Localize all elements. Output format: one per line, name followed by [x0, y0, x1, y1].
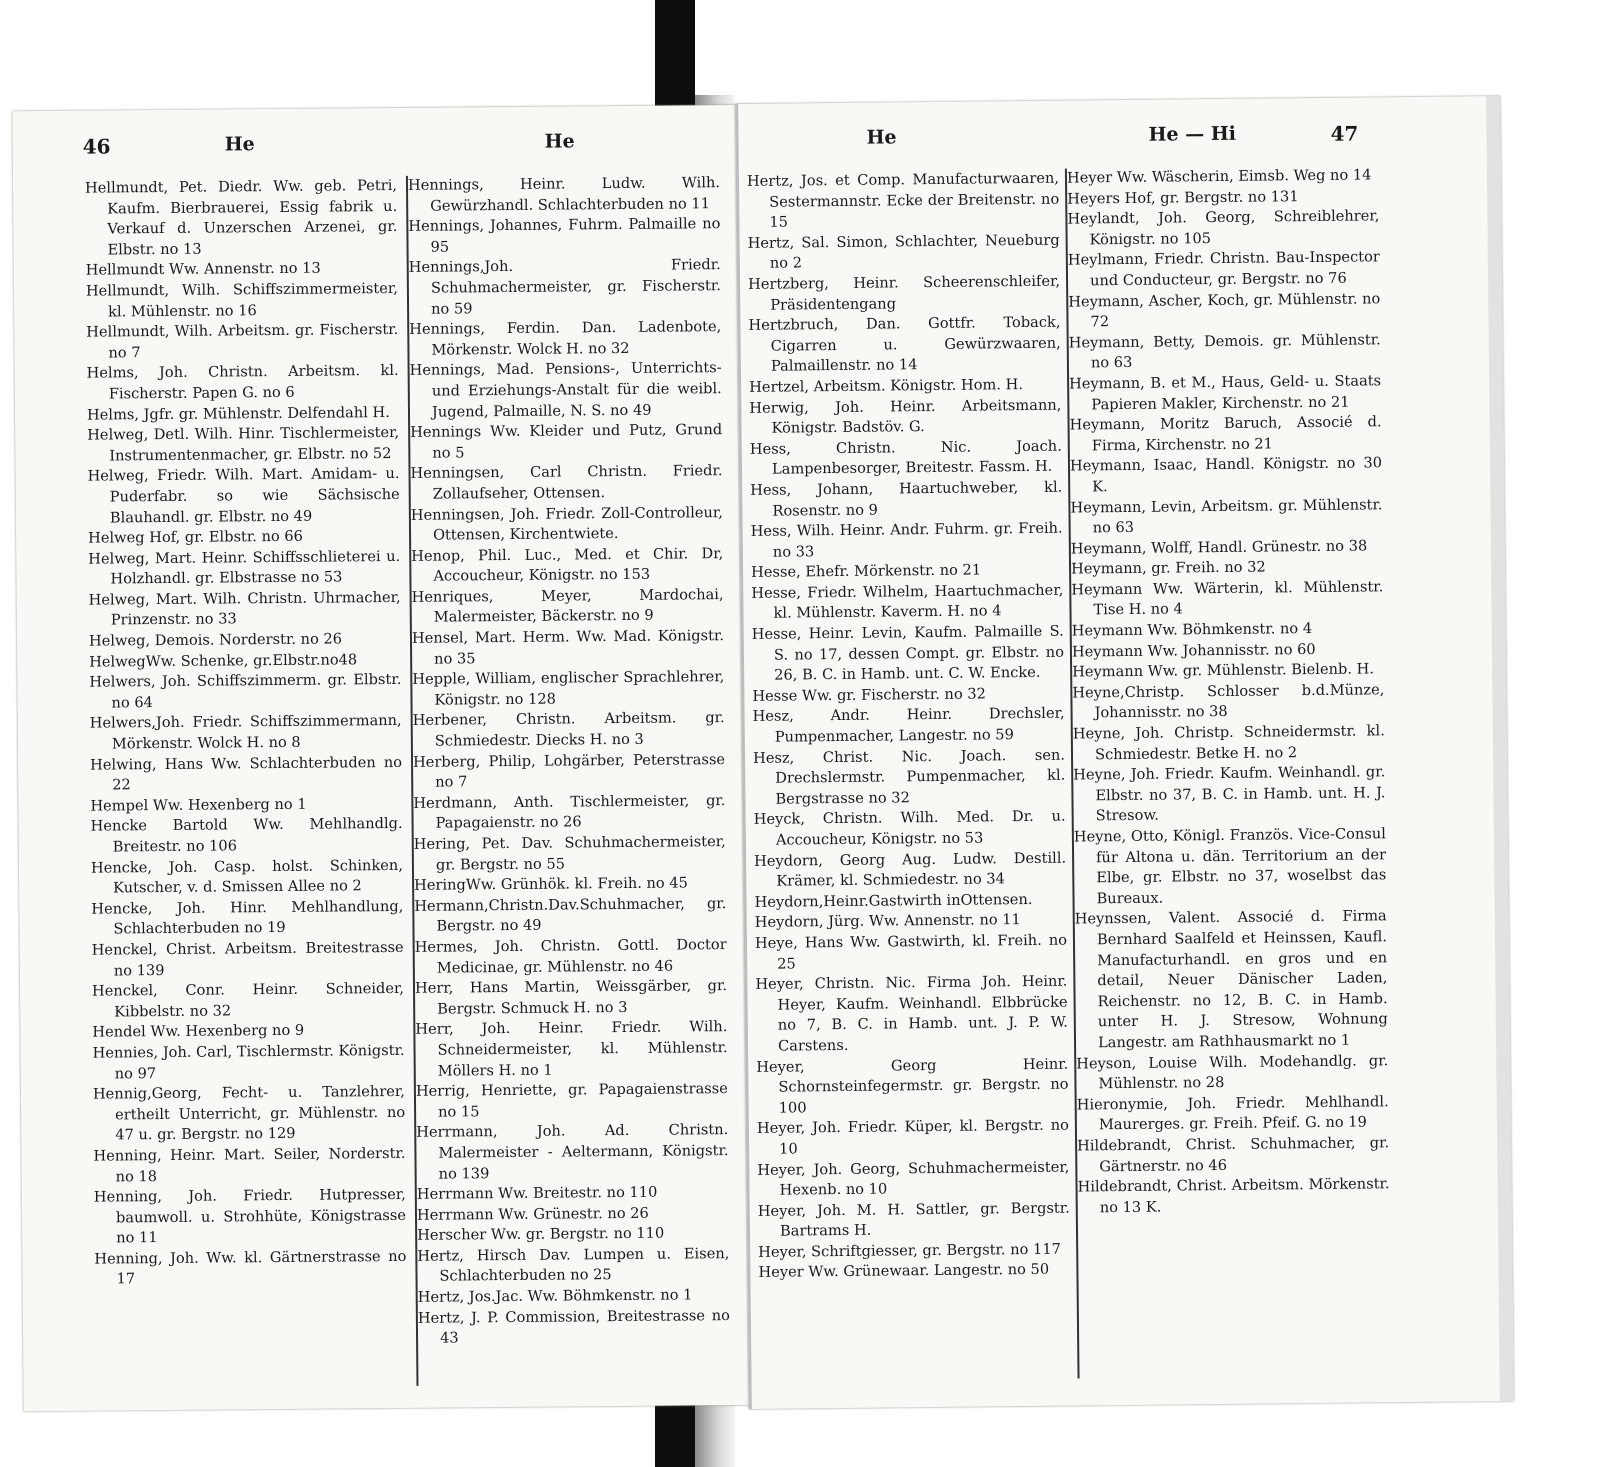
directory-entry: Hellmundt, Wilh. Arbeitsm. gr. Fischerstr. no 7: [86, 321, 399, 362]
directory-entry: Hering, Pet. Dav. Schuhmachermeister, gr. Bergstr. no 55: [413, 833, 726, 874]
directory-entry: Herrig, Henriette, gr. Papagaienstrasse no 15: [415, 1080, 728, 1121]
directory-entry: Helweg, Friedr. Wilh. Mart. Amidam- u. Puderfabr. so wie Sächsische Blauhandl. gr. Elbstr. no 49: [87, 465, 400, 526]
directory-entry: Helweg, Mart. Heinr. Schiffsschlieterei u. Holzhandl. gr. Elbstrasse no 53: [88, 547, 401, 588]
directory-entry: Hertzel, Arbeitsm. Königstr. Hom. H.: [749, 375, 1024, 396]
directory-entry: Hesz, Christ. Nic. Joach. sen. Drechslermstr. Pumpenmacher, kl. Bergstrasse no 32: [752, 746, 1066, 808]
directory-entry: Heynssen, Valent. Associé d. Firma Bernhard Saalfeld et Heinssen, Kaufl. Manufacturhandl. en gros und en detail, Neuer Dänischer Laden, Reichenstr. no 12, B. C. in Hamb. unter H. J. Stresow, Wohnung Langestr. am Rathhausmarkt no 1: [1074, 907, 1388, 1052]
directory-entry: Helweg Hof, gr. Elbstr. no 66: [87, 527, 304, 547]
directory-entry: Hencke Bartold Ww. Mehlhandlg. Breitestr. no 106: [90, 815, 403, 856]
directory-entry: Heyne, Joh. Christp. Schneidermstr. kl. Schmiedestr. Betke H. no 2: [1072, 722, 1385, 763]
directory-entry: Herrmann Ww. Breitestr. no 110: [416, 1183, 658, 1203]
directory-entry: Heymann, gr. Freih. no 32: [1070, 558, 1266, 578]
directory-entry: Heyer, Joh. Georg, Schuhmachermeister, Hexenb. no 10: [757, 1158, 1070, 1199]
directory-entry: Hendel Ww. Hexenberg no 9: [92, 1022, 305, 1041]
directory-entry: Heyer Ww. Grünewaar. Langestr. no 50: [758, 1261, 1050, 1282]
directory-entry: Hertz, Jos.Jac. Ww. Böhmkenstr. no 1: [417, 1286, 693, 1306]
running-head-left: He: [866, 126, 897, 149]
directory-entry: Heye, Hans Ww. Gastwirth, kl. Freih. no 25: [754, 931, 1068, 973]
directory-entry: Heymann, Betty, Demois. gr. Mühlenstr. no 63: [1068, 331, 1381, 372]
directory-entry: Henop, Phil. Luc., Med. et Chir. Dr, Accoucheur, Königstr. no 153: [411, 544, 724, 585]
directory-entry: Hildebrandt, Christ. Arbeitsm. Mörkenstr. no 13 K.: [1077, 1175, 1390, 1216]
column: [747, 169, 1072, 1382]
directory-entry: Hempel Ww. Hexenberg no 1: [90, 795, 307, 815]
directory-entry: Helweg, Mart. Wilh. Christn. Uhrmacher, Prinzenstr. no 33: [88, 588, 401, 629]
directory-entry: Henning, Joh. Ww. kl. Gärtnerstrasse no 17: [94, 1247, 407, 1288]
directory-entry: Helwers, Joh. Schiffszimmerm. gr. Elbstr. no 64: [89, 671, 402, 712]
directory-entry: Hesse, Friedr. Wilhelm, Haartuchmacher, kl. Mühlenstr. Kaverm. H. no 4: [751, 581, 1064, 623]
directory-entry: Helms, Jgfr. gr. Mühlenstr. Delfendahl H.: [86, 403, 390, 424]
directory-entry: Heymann Ww. Wärterin, kl. Mühlenstr. Tise H. no 4: [1071, 578, 1384, 619]
directory-entry: Heyson, Louise Wilh. Modehandlg. gr. Mühlenstr. no 28: [1076, 1051, 1389, 1093]
directory-entry: HelwegWw. Schenke, gr.Elbstr.no48: [89, 650, 358, 671]
directory-entry: Hencke, Joh. Casp. holst. Schinken, Kutscher, v. d. Smissen Allee no 2: [90, 856, 404, 897]
directory-entry: Herwig, Joh. Heinr. Arbeitsmann, Königstr. Badstöv. G.: [749, 396, 1062, 437]
directory-entry: Hellmundt, Pet. Diedr. Ww. geb. Petri, Kaufm. Bierbrauerei, Essig fabrik u. Verkauf d. Unzerschen Arzenei, gr. Elbstr. no 13: [84, 176, 398, 259]
directory-entry: Hesse, Ehefr. Mörkenstr. no 21: [751, 561, 982, 582]
directory-entry: Herdmann, Anth. Tischlermeister, gr. Papagaienstr. no 26: [413, 791, 726, 833]
directory-entry: Hennings,Joh. Friedr. Schuhmachermeister, gr. Fischerstr. no 59: [408, 256, 721, 318]
directory-entry: Henning, Heinr. Mart. Seiler, Norderstr. no 18: [93, 1144, 406, 1185]
column: [406, 173, 731, 1386]
directory-entry: Hepple, William, englischer Sprachlehrer, Königstr. no 128: [412, 668, 725, 709]
directory-entry: Heyck, Christn. Wilh. Med. Dr. u. Accoucheur, Königstr. no 53: [753, 808, 1066, 849]
directory-entry: Heymann, Ascher, Koch, gr. Mühlenstr. no 72: [1068, 289, 1381, 331]
directory-entry: Hertz, Jos. et Comp. Manufacturwaaren, Sestermannstr. Ecke der Breitenstr. no 15: [746, 169, 1060, 231]
directory-entry: Hieronymie, Joh. Friedr. Mehlhandl. Maurerges. gr. Freih. Pfeif. G. no 19: [1076, 1092, 1389, 1134]
directory-entry: Helweg, Demois. Norderstr. no 26: [88, 630, 343, 650]
directory-entry: Hertz, Sal. Simon, Schlachter, Neueburg no 2: [747, 231, 1060, 273]
directory-entry: Hencke, Joh. Hinr. Mehlhandlung, Schlachterbuden no 19: [91, 897, 404, 938]
directory-entry: Hellmundt, Wilh. Schiffszimmermeister, kl. Mühlenstr. no 16: [85, 279, 398, 321]
directory-entry: Helweg, Detl. Wilh. Hinr. Tischlermeister, Instrumentenmacher, gr. Elbstr. no 52: [87, 424, 400, 465]
directory-entry: Helms, Joh. Christn. Arbeitsm. kl. Fischerstr. Papen G. no 6: [86, 362, 399, 403]
directory-entry: Heymann Ww. Böhmkenstr. no 4: [1071, 620, 1313, 640]
directory-entry: Henckel, Christ. Arbeitsm. Breitestrasse no 139: [91, 938, 404, 980]
page-header: [738, 120, 1486, 162]
directory-entry: Hess, Johann, Haartuchweber, kl. Rosenstr. no 9: [750, 478, 1063, 520]
directory-entry: Heylandt, Joh. Georg, Schreiblehrer, Königstr. no 105: [1067, 207, 1380, 249]
directory-entry: Hennings, Mad. Pensions-, Unterrichts- und Erziehungs-Anstalt für die weibl. Jugend, Palmaille, N. S. no 49: [409, 359, 722, 421]
directory-entry: Heyne,Christp. Schlosser b.d.Münze, Johannisstr. no 38: [1072, 681, 1385, 722]
directory-entry: Hennings, Heinr. Ludw. Wilh. Gewürzhandl. Schlachterbuden no 11: [407, 174, 721, 215]
directory-entry: Heyer, Christn. Nic. Firma Joh. Heinr. Heyer, Kaufm. Weinhandl. Elbbrücke no 7, B. C. in Hamb. unt. J. P. W. Carstens.: [755, 972, 1068, 1055]
directory-entry: Herrmann, Joh. Ad. Christn. Malermeister - Aeltermann, Königstr. no 139: [416, 1121, 729, 1183]
page-number: 46: [82, 134, 111, 159]
directory-entry: Hennings, Ferdin. Dan. Ladenbote, Mörkenstr. Wolck H. no 32: [409, 318, 722, 359]
directory-entry: Herr, Hans Martin, Weissgärber, gr. Bergstr. Schmuck H. no 3: [414, 977, 728, 1018]
directory-entry: Heymann, Moritz Baruch, Associé d. Firma, Kirchenstr. no 21: [1069, 413, 1382, 455]
column: [1065, 165, 1392, 1378]
directory-entry: Heydorn, Georg Aug. Ludw. Destill. Krämer, kl. Schmiedestr. no 34: [754, 849, 1067, 890]
directory-entry: Hesse, Heinr. Levin, Kaufm. Palmaille S. S. no 17, dessen Compt. gr. Elbstr. no 26, B. C. in Hamb. unt. C. W. Encke.: [751, 622, 1065, 684]
directory-entry: Henckel, Conr. Heinr. Schneider, Kibbelstr. no 32: [91, 980, 405, 1021]
column: [85, 176, 408, 1389]
directory-entry: Heyer, Joh. M. H. Sattler, gr. Bergstr. Bartrams H.: [757, 1199, 1070, 1240]
directory-entry: Heymann, Levin, Arbeitsm. gr. Mühlenstr. no 63: [1070, 495, 1383, 537]
directory-entry: Heymann, B. et M., Haus, Geld- u. Staats Papieren Makler, Kirchenstr. no 21: [1069, 372, 1382, 413]
directory-entry: Hermes, Joh. Christn. Gottl. Doctor Medicinae, gr. Mühlenstr. no 46: [414, 936, 727, 977]
directory-entry: Hennings Ww. Kleider und Putz, Grund no 5: [410, 421, 723, 462]
directory-entry: Heymann, Wolff, Handl. Grünestr. no 38: [1070, 537, 1368, 558]
directory-entry: Heydorn,Heinr.Gastwirth inOttensen.: [754, 890, 1033, 911]
running-head-right: He: [544, 130, 575, 153]
left-page: [12, 105, 772, 1411]
directory-entry: Herrmann Ww. Grünestr. no 26: [416, 1204, 649, 1224]
directory-entry: Heyer, Schriftgiesser, gr. Bergstr. no 117: [758, 1240, 1061, 1261]
directory-entry: Hertzbruch, Dan. Gottfr. Toback, Cigarren u. Gewürzwaaren, Palmaillenstr. no 14: [748, 313, 1061, 376]
page-number: 47: [1330, 121, 1359, 146]
directory-entry: Hertz, J. P. Commission, Breitestrasse no 43: [417, 1306, 730, 1347]
directory-entry: Hertz, Hirsch Dav. Lumpen u. Eisen, Schlachterbuden no 25: [417, 1244, 730, 1286]
directory-entry: Hess, Wilh. Heinr. Andr. Fuhrm. gr. Freih. no 33: [750, 519, 1063, 561]
directory-entry: Helwing, Hans Ww. Schlachterbuden no 22: [89, 753, 403, 794]
directory-entry: Heydorn, Jürg. Ww. Annenstr. no 11: [754, 911, 1021, 932]
directory-entry: Herr, Joh. Heinr. Friedr. Wilh. Schneidermeister, kl. Mühlenstr. Möllers H. no 1: [415, 1018, 728, 1080]
directory-entry: Heymann Ww. Johannisstr. no 60: [1071, 640, 1316, 661]
directory-entry: Hermann,Christn.Dav.Schuhmacher, gr. Bergstr. no 49: [414, 894, 727, 935]
directory-entry: Henningsen, Joh. Friedr. Zoll-Controlleur, Ottensen, Kirchentwiete.: [410, 503, 723, 544]
directory-entry: Hess, Christn. Nic. Joach. Lampenbesorger, Breitestr. Fassm. H.: [749, 437, 1062, 478]
directory-entry: Hennies, Joh. Carl, Tischlermstr. Königstr. no 97: [92, 1041, 405, 1082]
directory-entry: Hennings, Johannes, Fuhrm. Palmaille no 95: [408, 215, 721, 256]
directory-entry: Hensel, Mart. Herm. Ww. Mad. Königstr. no 35: [411, 627, 725, 668]
page-header: [13, 129, 758, 169]
directory-entry: Heyer, Georg Heinr. Schornsteinfegermstr. gr. Bergstr. no 100: [756, 1055, 1069, 1117]
directory-entry: Hildebrandt, Christ. Schuhmacher, gr. Gärtnerstr. no 46: [1077, 1134, 1390, 1175]
right-page: [735, 96, 1514, 1409]
directory-entry: Henriques, Meyer, Mardochai, Malermeister, Bäckerstr. no 9: [411, 585, 724, 627]
running-head-left: He: [224, 133, 255, 156]
directory-entry: Hesz, Andr. Heinr. Drechsler, Pumpenmacher, Langestr. no 59: [752, 705, 1065, 746]
directory-entry: Herscher Ww. gr. Bergstr. no 110: [417, 1224, 665, 1245]
running-head-right: He — Hi: [1148, 122, 1237, 146]
directory-entry: Herbener, Christn. Arbeitsm. gr. Schmiedestr. Diecks H. no 3: [412, 709, 725, 750]
directory-entry: Heyne, Otto, Königl. Französ. Vice-Consul für Altona u. dän. Territorium an der Elbe, gr. Elbstr. no 37, woselbst das Bureaux.: [1073, 825, 1387, 908]
directory-entry: Henningsen, Carl Christn. Friedr. Zollaufseher, Ottensen.: [410, 462, 723, 503]
directory-entry: HeringWw. Grünhök. kl. Freih. no 45: [414, 874, 688, 895]
directory-entry: Heyer, Joh. Friedr. Küper, kl. Bergstr. no 10: [756, 1116, 1069, 1158]
directory-entry: Hennig,Georg, Fecht- u. Tanzlehrer, ertheilt Unterricht, gr. Mühlenstr. no 47 u. gr. Bergstr. no 129: [92, 1083, 406, 1144]
directory-entry: Heyne, Joh. Friedr. Kaufm. Weinhandl. gr. Elbstr. no 37, B. C. in Hamb. unt. H. J. Stresow.: [1073, 763, 1386, 825]
directory-entry: Hellmundt Ww. Annenstr. no 13: [85, 259, 321, 280]
directory-entry: Hesse Ww. gr. Fischerstr. no 32: [752, 685, 986, 705]
directory-entry: Henning, Joh. Friedr. Hutpresser, baumwoll. u. Strohhüte, Königstrasse no 11: [93, 1185, 407, 1247]
directory-entry: Helwers,Joh. Friedr. Schiffszimmermann, Mörkenstr. Wolck H. no 8: [89, 712, 402, 753]
directory-entry: Herberg, Philip, Lohgärber, Peterstrasse no 7: [412, 750, 726, 791]
directory-entry: Hertzberg, Heinr. Scheerenschleifer, Präsidentengang: [747, 272, 1061, 314]
directory-entry: Heymann Ww. gr. Mühlenstr. Bielenb. H.: [1072, 660, 1375, 681]
directory-entry: Heymann, Isaac, Handl. Königstr. no 30 K.: [1069, 454, 1383, 496]
directory-entry: Heylmann, Friedr. Christn. Bau-Inspector und Conducteur, gr. Bergstr. no 76: [1067, 248, 1380, 290]
directory-entry: Heyers Hof, gr. Bergstr. no 131: [1067, 187, 1299, 208]
directory-entry: Heyer Ww. Wäscherin, Eimsb. Weg no 14: [1066, 166, 1372, 187]
